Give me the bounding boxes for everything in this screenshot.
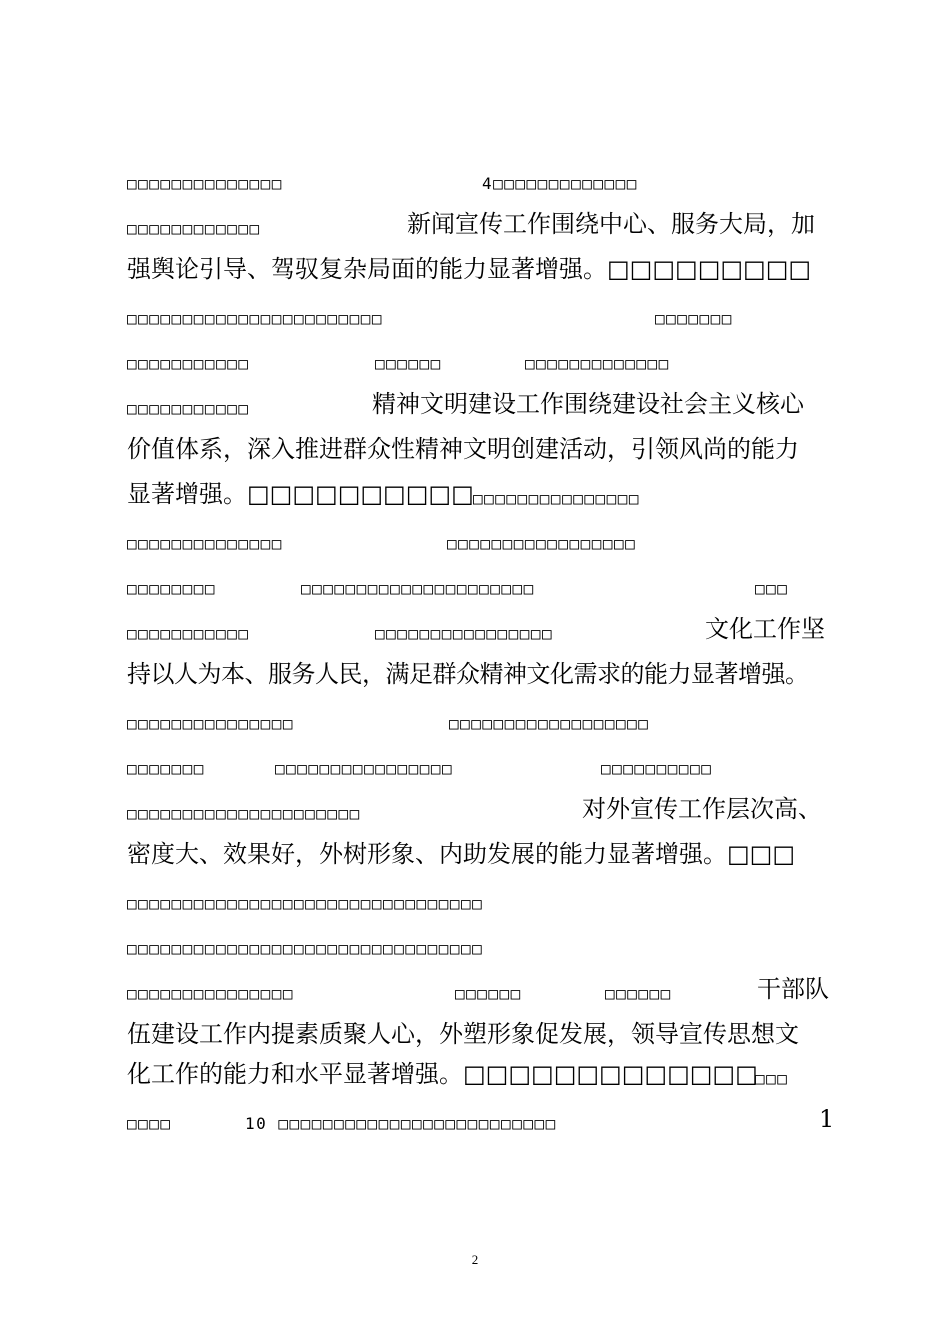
garbled-text: □□□□□□□□□□□	[127, 624, 250, 643]
garbled-text: □□□□□□□□□□□□□□□□	[275, 759, 454, 778]
garbled-text: □□□□□□□□	[127, 579, 217, 598]
garbled-text: □□□□□□□□□□□□□□□□□	[447, 534, 637, 553]
garbled-text: □□□□□□□□□□□□□□□□□□□□□	[301, 579, 535, 598]
garbled-text: □□□□	[127, 1114, 172, 1133]
garbled-text: □□□□□□□□□□□□□□	[127, 174, 283, 193]
garbled-text: □□□□□□	[375, 354, 442, 373]
garbled-text: □□□□□□□	[655, 309, 733, 328]
paragraph-text: 对外宣传工作层次高、	[582, 795, 822, 823]
paragraph-text: 价值体系，深入推进群众性精神文明创建活动，引领风尚的能力	[127, 435, 799, 463]
text-run: 4□□□□□□□□□□□□□	[482, 174, 638, 193]
paragraph-text: 文化工作坚	[705, 615, 825, 643]
paragraph-text: 伍建设工作内提素质聚人心，外塑形象促发展，领导宣传思想文	[127, 1020, 799, 1048]
garbled-text: □□□	[755, 1069, 789, 1088]
garbled-text: □□□□□□□□□□	[601, 759, 713, 778]
garbled-text: □□□□□□	[455, 984, 522, 1003]
paragraph-text: 化工作的能力和水平显著增强。□□□□□□□□□□□□□	[127, 1060, 758, 1088]
garbled-text: 10 □□□□□□□□□□□□□□□□□□□□□□□□□	[245, 1114, 557, 1133]
paragraph-text: 强舆论引导、驾驭复杂局面的能力显著增强。□□□□□□□□□	[127, 255, 812, 283]
garbled-text: □□□□□□□□□□□	[127, 354, 250, 373]
garbled-text: □□□□□□□□□□□□	[127, 219, 261, 238]
garbled-text: □□□□□□□□□□□□□□□□□□□□□	[127, 804, 361, 823]
page-number: 2	[471, 1252, 479, 1267]
garbled-text: □□□□□□□□□□□□□	[525, 354, 670, 373]
garbled-text: □□□□□□□	[127, 759, 205, 778]
garbled-text: □□□□□□□□□□□□□□□□□□□□□□□□□□□□□□□□	[127, 939, 484, 958]
text-run: 1	[819, 1105, 835, 1133]
garbled-text: □□□□□□□□□□□□□□□	[473, 489, 640, 508]
paragraph-text: 新闻宣传工作围绕中心、服务大局，加	[407, 210, 815, 238]
garbled-text: □□□□□□□□□□□□□□□□□□□□□□□□□□□□□□□□	[127, 894, 484, 913]
garbled-text: □□□□□□□□□□□	[127, 399, 250, 418]
garbled-text: □□□□□□□□□□□□□□	[127, 534, 283, 553]
garbled-text: □□□□□□□□□□□□□□□□□□	[449, 714, 650, 733]
garbled-text: □□□□□□□□□□□□□□□□	[375, 624, 554, 643]
garbled-text: □□□	[755, 579, 789, 598]
paragraph-text: 精神文明建设工作围绕建设社会主义核心	[372, 390, 804, 418]
garbled-text: □□□□□□□□□□□□□□□	[127, 714, 294, 733]
garbled-text: □□□□□□□□□□□□□□□	[127, 984, 294, 1003]
paragraph-text: 密度大、效果好，外树形象、内助发展的能力显著增强。□□□	[127, 840, 796, 868]
paragraph-text: 显著增强。□□□□□□□□□□	[127, 480, 474, 508]
garbled-text: □□□□□□	[605, 984, 672, 1003]
paragraph-text: 持以人为本、服务人民，满足群众精神文化需求的能力显著增强。	[127, 660, 809, 688]
garbled-text: □□□□□□□□□□□□□□□□□□□□□□□	[127, 309, 384, 328]
paragraph-text: 干部队	[757, 975, 829, 1003]
